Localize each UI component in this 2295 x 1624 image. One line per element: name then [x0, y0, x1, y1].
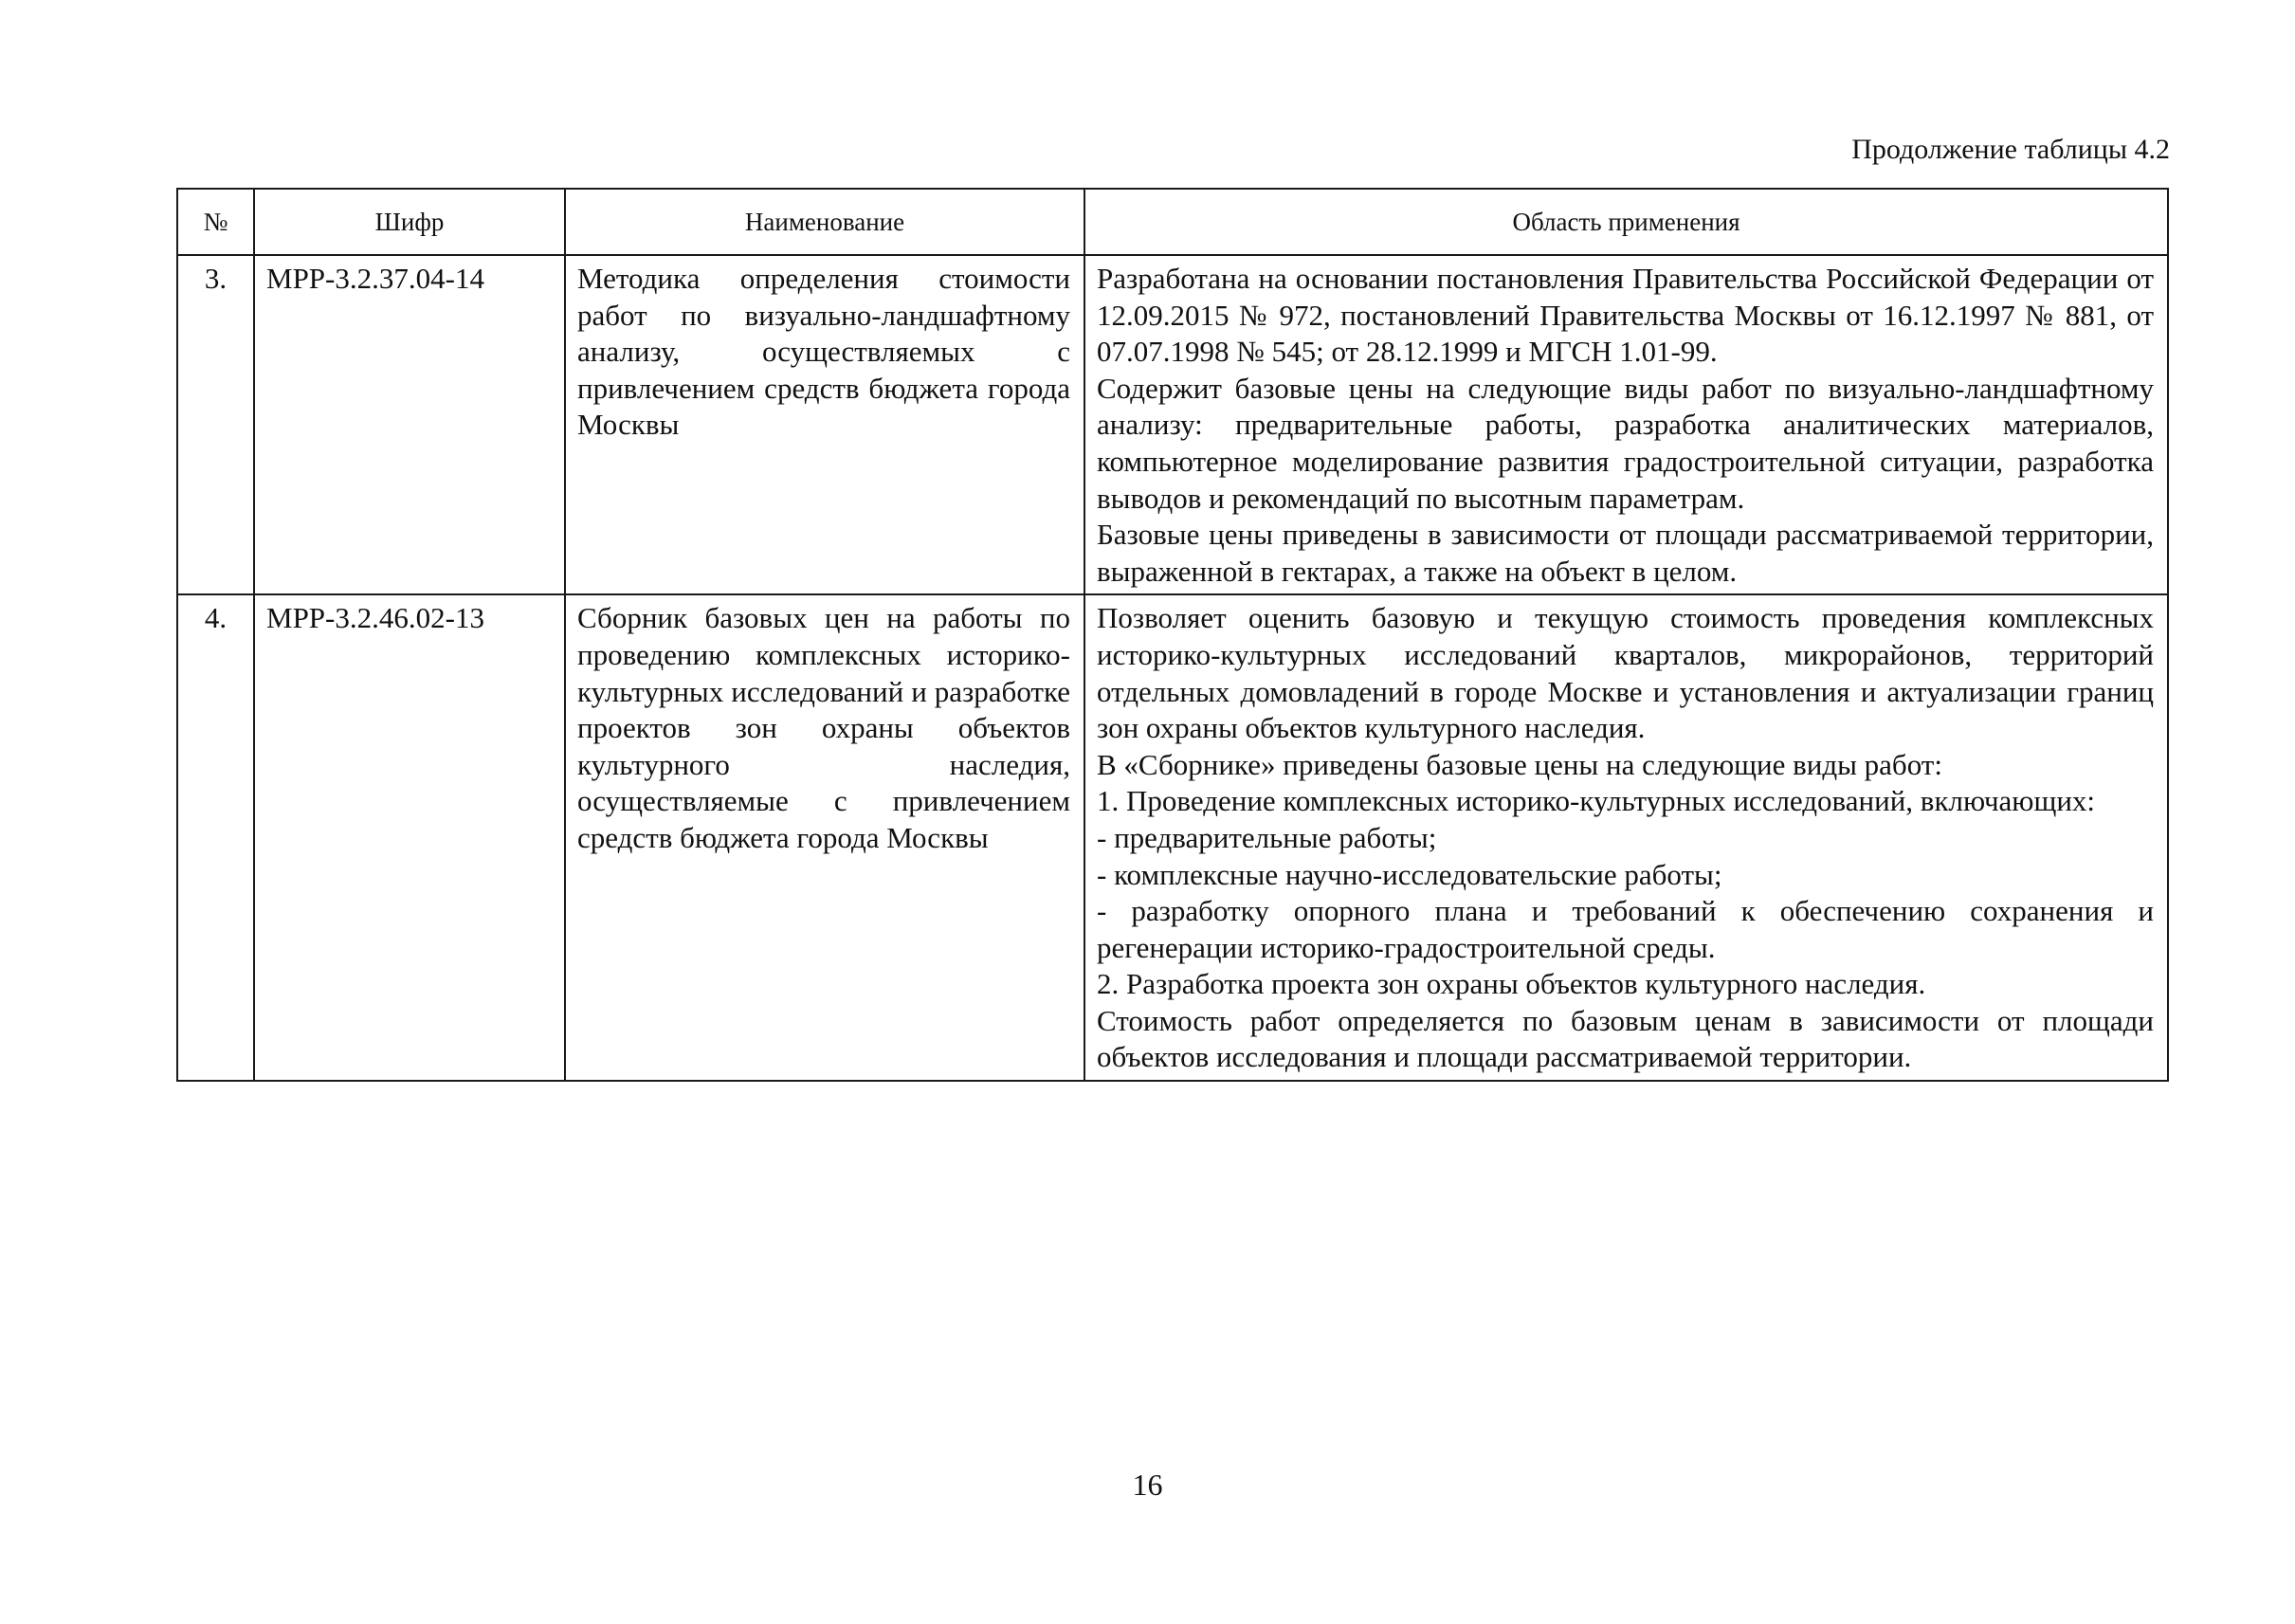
header-scope: Область применения [1084, 189, 2168, 255]
header-name: Наименование [565, 189, 1084, 255]
row-name: Методика определения стоимости работ по визуально-ландшафтному анализу, осуществляемых с привлечением средств бюджета города Москвы [565, 255, 1084, 594]
header-code: Шифр [254, 189, 565, 255]
pricing-documents-table [176, 188, 2169, 1082]
scope-paragraph: Позволяет оценить базовую и текущую стоимость проведения комплексных историко-культурных исследований кварталов, микрорайонов, территорий отдельных домовладений в городе Москве и установления и актуализации границ зон охраны объектов культурного наследия. [1097, 601, 2154, 745]
scope-list-heading: 1. Проведение комплексных историко-культурных исследований, включающих: [1097, 784, 2096, 818]
scope-paragraph: Стоимость работ определяется по базовым ценам в зависимости от площади объектов исследования и площади рассматриваемой территории. [1097, 1003, 2154, 1074]
scope-paragraph: В «Сборнике» приведены базовые цены на следующие виды работ: [1097, 747, 1942, 781]
row-code: МРР-3.2.37.04-14 [254, 255, 565, 594]
row-name: Сборник базовых цен на работы по проведению комплексных историко-культурных исследований и разработке проектов зон охраны объектов культурного наследия, осуществляемые с привлечением средств бюджета города Москвы [565, 594, 1084, 1081]
table-header-row [177, 189, 2168, 255]
row-scope [1084, 594, 2168, 1081]
scope-paragraph: Разработана на основании постановления Правительства Российской Федерации от 12.09.2015 № 972, постановлений Правительства Москвы от 16.12.1997 № 881, от 07.07.1998 № 545; от 28.12.1999 и МГСН 1.01-99. [1097, 262, 2154, 369]
scope-list-heading: 2. Разработка проекта зон охраны объектов культурного наследия. [1097, 967, 1926, 1001]
row-number: 4. [177, 594, 254, 1081]
row-code: МРР-3.2.46.02-13 [254, 594, 565, 1081]
scope-list-item: - комплексные научно-исследовательские работы; [1097, 857, 1722, 891]
page-number: 16 [1132, 1468, 1163, 1502]
scope-paragraph: Содержит базовые цены на следующие виды работ по визуально-ландшафтному анализу: предварительные работы, разработка аналитических материалов, компьютерное моделирование развития градостроительной ситуации, разработка выводов и рекомендаций по высотным параметрам. [1097, 371, 2154, 515]
row-scope [1084, 255, 2168, 594]
header-number: № [177, 189, 254, 255]
table-row [177, 255, 2168, 594]
scope-list-item: - разработку опорного плана и требований к обеспечению сохранения и регенерации историко-градостроительной среды. [1097, 894, 2154, 964]
row-number: 3. [177, 255, 254, 594]
scope-paragraph: Базовые цены приведены в зависимости от площади рассматриваемой территории, выраженной в гектарах, а также на объект в целом. [1097, 518, 2154, 588]
scope-list-item: - предварительные работы; [1097, 820, 1437, 854]
table-continuation-label: Продолжение таблицы 4.2 [1851, 134, 2170, 165]
table-row [177, 594, 2168, 1081]
